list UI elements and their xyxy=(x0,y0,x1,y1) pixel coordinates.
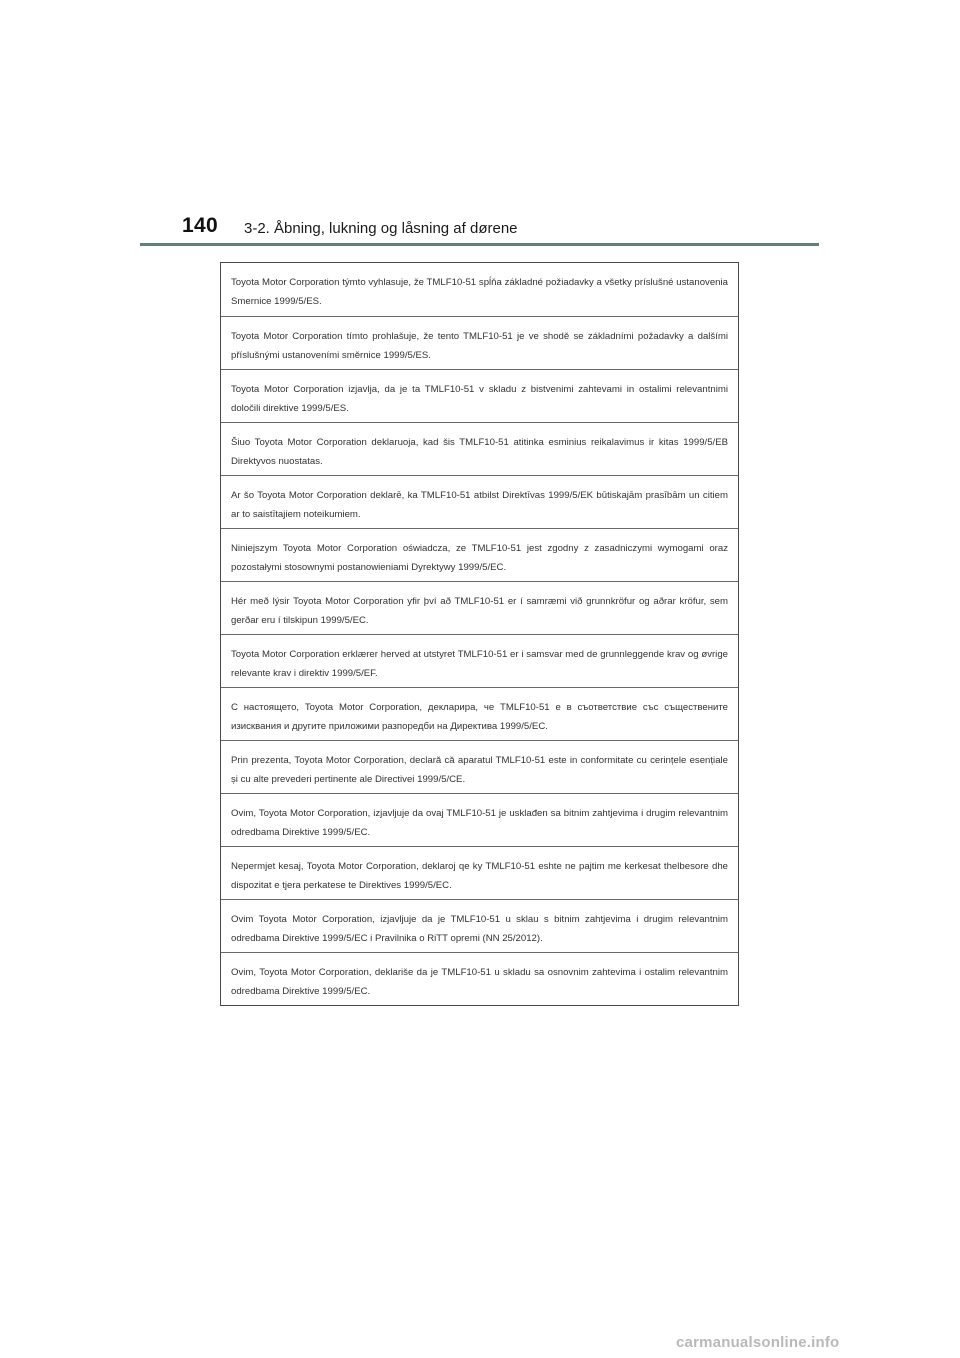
declaration-latvian: Ar šo Toyota Motor Corporation deklarē, ka TMLF10-51 atbilst Direktīvas 1999/5/EK būtiskajām prasībām un citiem ar to saistītajiem noteikumiem. xyxy=(221,475,738,528)
page-header xyxy=(0,0,960,250)
declaration-romanian: Prin prezenta, Toyota Motor Corporation, declară că aparatul TMLF10-51 este in conformitate cu cerințele esențiale și cu alte prevederi pertinente ale Directivei 1999/5/CE. xyxy=(221,740,738,793)
declaration-lithuanian: Šiuo Toyota Motor Corporation deklaruoja, kad šis TMLF10-51 atitinka esminius reikalavimus ir kitas 1999/5/EB Direktyvos nuostatas. xyxy=(221,422,738,475)
section-title: 3-2. Åbning, lukning og låsning af dørene xyxy=(244,220,518,237)
header-divider xyxy=(140,243,819,246)
declaration-polish: Niniejszym Toyota Motor Corporation oświadcza, ze TMLF10-51 jest zgodny z zasadniczymi wymogami oraz pozostałymi stosownymi postanowieniami Dyrektywy 1999/5/EC. xyxy=(221,528,738,581)
declaration-albanian: Nepermjet kesaj, Toyota Motor Corporation, deklaroj qe ky TMLF10-51 eshte ne pajtim me kerkesat thelbesore dhe dispozitat e tjera perkatese te Direktives 1999/5/EC. xyxy=(221,846,738,899)
site-watermark: carmanualsonline.info xyxy=(676,1334,840,1351)
declaration-bulgarian: С настоящето, Toyota Motor Corporation, декларира, че TMLF10-51 е в съответствие със съществените изисквания и другите приложими разпоредби на Директива 1999/5/ЕС. xyxy=(221,687,738,740)
declaration-serbian: Ovim, Toyota Motor Corporation, deklariše da je TMLF10-51 u skladu sa osnovnim zahtevima i ostalim relevantnim odredbama Direktive 1999/5/EC. xyxy=(221,952,738,1005)
declaration-norwegian: Toyota Motor Corporation erklærer herved at utstyret TMLF10-51 er i samsvar med de grunnleggende krav og øvrige relevante krav i direktiv 1999/5/EF. xyxy=(221,634,738,687)
declaration-icelandic: Hér með lýsir Toyota Motor Corporation yfir því að TMLF10-51 er í samræmi við grunnkröfur og aðrar kröfur, sem gerðar eru í tilskipun 1999/5/EC. xyxy=(221,581,738,634)
declaration-bosnian: Ovim, Toyota Motor Corporation, izjavljuje da ovaj TMLF10-51 je usklađen sa bitnim zahtjevima i drugim relevantnim odredbama Direktive 1999/5/EC. xyxy=(221,793,738,846)
declaration-croatian: Ovim Toyota Motor Corporation, izjavljuje da je TMLF10-51 u sklau s bitnim zahtjevima i drugim relevantnim odredbama Direktive 1999/5/EC i Pravilnika o RiTT opremi (NN 25/2012). xyxy=(221,899,738,952)
declaration-table xyxy=(220,262,739,1006)
declaration-slovenian: Toyota Motor Corporation izjavlja, da je ta TMLF10-51 v skladu z bistvenimi zahtevami in ostalimi relevantnimi določili direktive 1999/5/ES. xyxy=(221,369,738,422)
declaration-slovak: Toyota Motor Corporation týmto vyhlasuje, že TMLF10-51 spĺňa základné požiadavky a všetky príslušné ustanovenia Smernice 1999/5/ES. xyxy=(231,277,728,307)
page-number: 140 xyxy=(182,214,218,237)
declaration-czech: Toyota Motor Corporation tímto prohlašuje, že tento TMLF10-51 je ve shodě se základními požadavky a dalšími příslušnými ustanoveními směrnice 1999/5/ES. xyxy=(221,316,738,369)
